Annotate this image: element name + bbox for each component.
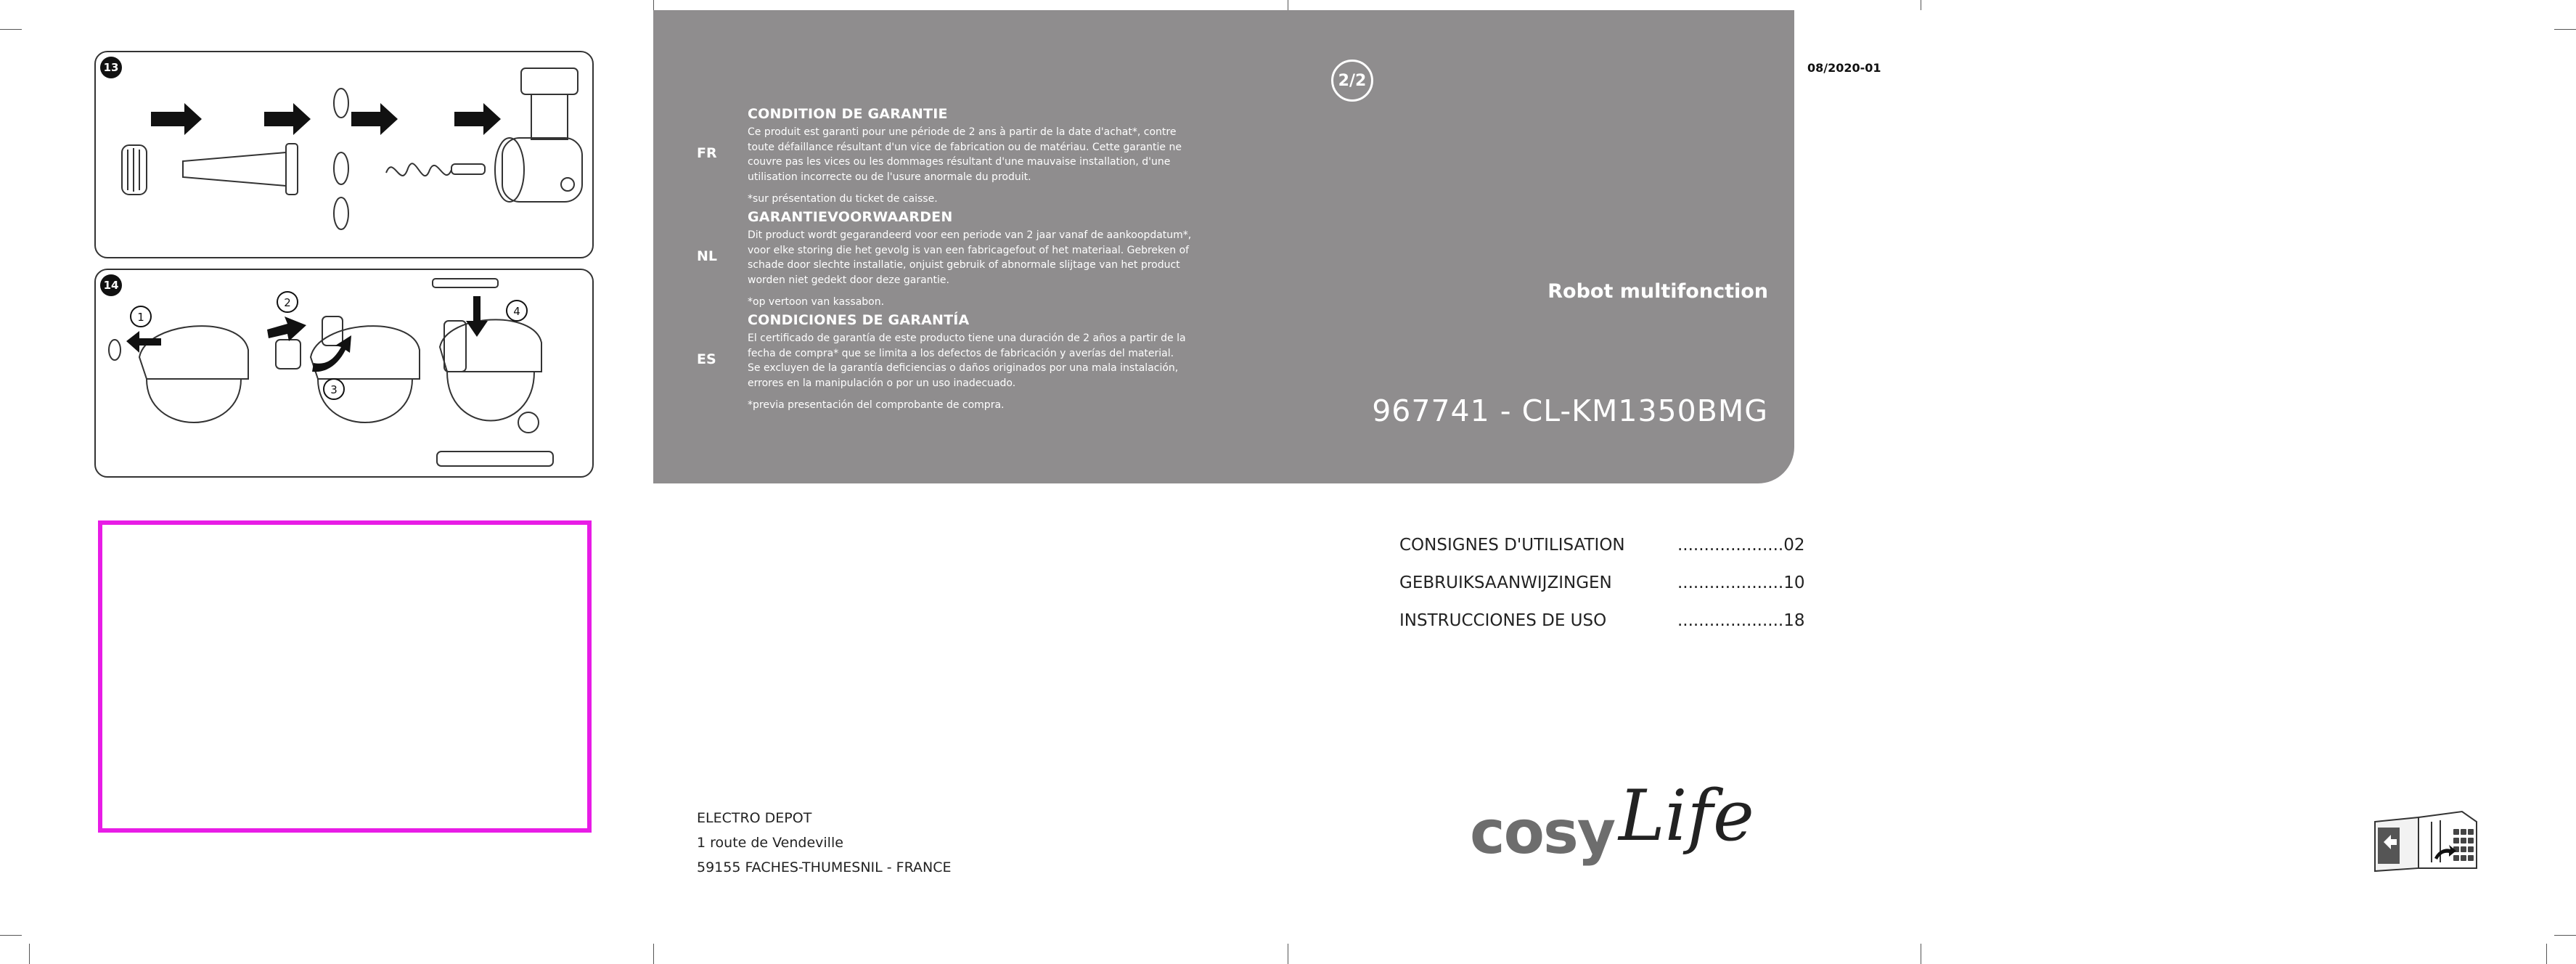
product-type: Robot multifonction	[1547, 280, 1768, 303]
section-line: utilisation incorrecte ou de l'usure anormale du produit.	[748, 171, 1031, 183]
crop-mark	[2546, 944, 2547, 964]
toc-label: GEBRUIKSAANWIJZINGEN	[1399, 573, 1612, 592]
table-of-contents	[1399, 536, 1805, 649]
step-number: 3	[330, 383, 338, 396]
toc-page: ....................18	[1677, 611, 1805, 630]
warranty-section-nl	[748, 209, 1227, 310]
language-code-nl: NL	[697, 248, 718, 264]
figure-number: 14	[100, 274, 122, 296]
crop-mark	[0, 29, 22, 30]
warranty-panel	[653, 10, 1794, 483]
toc-label: INSTRUCCIONES DE USO	[1399, 611, 1607, 630]
section-line: voor elke storing die het gevolg is van een fabricagefout of het materiaal. Gebreken of	[748, 244, 1190, 256]
brand-logo	[1470, 775, 1760, 878]
step-number: 4	[513, 305, 520, 318]
toc-row[interactable]	[1399, 611, 1805, 649]
crop-mark	[653, 0, 654, 10]
company-address	[697, 806, 952, 880]
section-title: CONDITION DE GARANTIE	[748, 106, 948, 122]
step-number: 2	[284, 296, 291, 309]
section-note: *op vertoon van kassabon.	[748, 296, 885, 308]
crop-mark	[0, 935, 22, 936]
section-line: Se excluyen de la garantía deficiencias o daños originados por una mala instalación,	[748, 362, 1179, 374]
section-title: CONDICIONES DE GARANTÍA	[748, 312, 970, 328]
figure-number: 13	[100, 57, 122, 78]
warranty-section-fr	[748, 106, 1227, 207]
section-note: *previa presentación del comprobante de compra.	[748, 399, 1005, 411]
figure-13-box	[94, 51, 594, 258]
address-line: ELECTRO DEPOT	[697, 810, 812, 826]
section-line: fecha de compra* que se limita a los defectos de fabricación y averías del material.	[748, 347, 1174, 359]
warranty-section-es	[748, 312, 1227, 413]
crop-mark	[2554, 935, 2576, 936]
address-line: 1 route de Vendeville	[697, 835, 843, 851]
crop-mark	[653, 944, 654, 964]
section-line: couvre pas les vices ou les dommages résultant d'une mauvaise installation, d'une	[748, 156, 1171, 168]
section-line: toute défaillance résultant d'un vice de fabrication ou de matériau. Cette garantie ne	[748, 141, 1182, 153]
meat-grinder-assembly-illustration	[96, 52, 592, 257]
toc-page: ....................10	[1677, 573, 1805, 592]
toc-page: ....................02	[1677, 536, 1805, 555]
page-indicator: 2/2	[1331, 60, 1373, 102]
brand-logo-part: Life	[1619, 775, 1754, 857]
placeholder-frame	[98, 520, 592, 833]
mixer-assembly-illustration	[96, 270, 592, 476]
product-reference: 967741 - CL-KM1350BMG	[1372, 393, 1768, 428]
step-number: 1	[137, 311, 144, 324]
language-code-es: ES	[697, 351, 716, 367]
section-line: El certificado de garantía de este producto tiene una duración de 2 años a partir de la	[748, 332, 1186, 344]
toc-row[interactable]	[1399, 573, 1805, 611]
section-line: schade door slechte installatie, onjuist gebruik of abnormale slijtage van het product	[748, 259, 1180, 271]
figure-14-box	[94, 269, 594, 478]
section-note: *sur présentation du ticket de caisse.	[748, 193, 938, 205]
toc-row[interactable]	[1399, 536, 1805, 573]
crop-mark	[2554, 29, 2576, 30]
section-line: Ce produit est garanti pour une période de 2 ans à partir de la date d'achat*, contre	[748, 126, 1177, 138]
language-code-fr: FR	[697, 145, 717, 161]
brand-logo-part: cosy	[1470, 798, 1615, 867]
section-title: GARANTIEVOORWAARDEN	[748, 209, 953, 225]
toc-label: CONSIGNES D'UTILISATION	[1399, 536, 1625, 555]
section-line: Dit product wordt gegarandeerd voor een periode van 2 jaar vanaf de aankoopdatum*,	[748, 229, 1192, 241]
address-line: 59155 FACHES-THUMESNIL - FRANCE	[697, 859, 952, 875]
section-line: errores en la manipulación o por un uso inadecuado.	[748, 377, 1016, 389]
section-line: worden niet gedekt door deze garantie.	[748, 274, 949, 286]
arrow-right-icon	[151, 103, 501, 135]
date-code: 08/2020-01	[1807, 61, 1881, 75]
recycling-info-icon	[2368, 807, 2482, 873]
crop-mark	[29, 944, 30, 964]
